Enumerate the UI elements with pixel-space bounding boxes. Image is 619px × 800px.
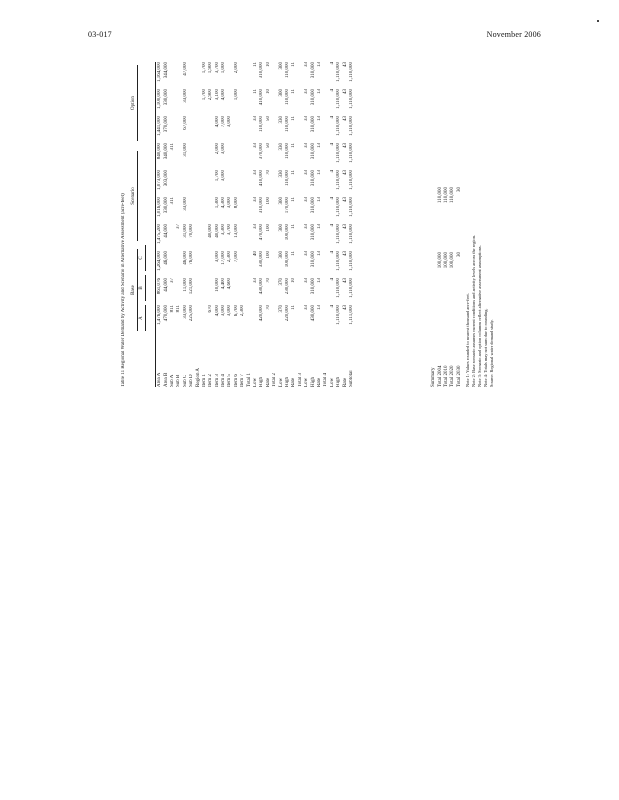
table-cell: 1,110,000 [348, 143, 354, 163]
table-cell: 70 [265, 278, 271, 283]
table-cell: 344,000 [163, 62, 169, 79]
table-cell: 3,000 [221, 305, 227, 317]
table-cell: 70 [265, 170, 271, 175]
rotated-table [119, 58, 499, 391]
row-label: Item 6 [233, 374, 239, 387]
row-label: Rate [316, 377, 322, 387]
table-cell: 1,016,000 [157, 197, 163, 217]
summary-label: Total 2004 [437, 365, 443, 387]
table-cell: 33 [253, 224, 259, 229]
table-cell: 811 [169, 305, 175, 313]
table-cell: 330,000 [259, 251, 265, 268]
table-cell: 11 [291, 170, 297, 175]
group-header-base: Base [131, 249, 138, 331]
table-cell: 1,111,000 [348, 305, 354, 325]
table-cell: 33 [304, 170, 310, 175]
note-line: Note 1: Values rounded to nearest thousand acre-feet. [465, 293, 470, 387]
table-cell: 2,300 [240, 305, 246, 317]
table-cell: 11 [291, 89, 297, 94]
table-cell: 33 [253, 170, 259, 175]
row-label: Low [304, 377, 310, 387]
table-cell: 11 [253, 89, 259, 94]
table-cell: 4 [329, 224, 335, 227]
data-table [157, 62, 355, 387]
summary-table [431, 187, 463, 387]
row-label: High [259, 377, 265, 387]
table-cell: 310,000 [259, 62, 265, 79]
table-cell: 100,000 [285, 251, 290, 268]
row-label: High [310, 377, 316, 387]
table-cell: 1,110,000 [348, 170, 354, 190]
table-cell: 1,110,000 [348, 251, 354, 271]
row-label: Low [329, 377, 335, 387]
table-cell: 10 [265, 89, 271, 94]
row-label: Sub D [189, 374, 195, 387]
table-cell: 33,000 [182, 305, 188, 319]
table-cell: 110,000 [259, 116, 265, 133]
table-cell: 4 [329, 305, 335, 308]
row-label: Sub B [176, 374, 182, 387]
table-cell: 4 [329, 197, 335, 200]
table-cell: 230,000 [285, 278, 290, 295]
table-cell: 11,000 [182, 278, 188, 292]
table-cell: 3,700 [214, 62, 220, 74]
table-cell: 43 [342, 89, 348, 94]
table-cell: 4,000 [214, 116, 220, 128]
page-speck [597, 20, 599, 22]
group-header-option: Option [131, 65, 138, 141]
table-cell: 43 [342, 197, 348, 202]
table-cell: 11 [291, 305, 297, 310]
table-cell: 43 [342, 62, 348, 67]
summary-label: Summary [431, 367, 437, 387]
table-cell: 300 [278, 251, 284, 259]
table-cell: 43 [342, 170, 348, 175]
table-cell: 225,000 [189, 305, 195, 322]
table-cell: 13,000 [233, 224, 239, 238]
table-cell: 4 [329, 170, 335, 173]
table-cell: 300 [278, 62, 284, 70]
table-cell: 43 [342, 224, 348, 229]
header-document-id: 03-017 [88, 30, 112, 39]
table-cell: 2,000 [233, 62, 239, 74]
table-cell: 3,000 [221, 170, 227, 182]
table-cell: 340,000 [163, 143, 169, 160]
table-cell: 121,000 [189, 278, 195, 295]
row-label: Total 1 [246, 373, 252, 387]
table-cell: 310,000 [310, 251, 316, 268]
table-cell: 3,000 [221, 143, 227, 155]
table-cell: 1,110,000 [336, 116, 342, 136]
table-cell: 13 [316, 224, 322, 229]
table-cell: 37 [176, 224, 182, 229]
table-cell: 110,000 [285, 116, 290, 133]
table-cell: 1,700 [201, 89, 207, 101]
table-cell: 70 [265, 305, 271, 310]
table-cell: 310,000 [310, 116, 316, 133]
table-cell: 40,000 [208, 224, 214, 238]
table-cell: 100,000 [285, 224, 290, 241]
table-cell: 1,900 [208, 62, 214, 74]
table-cell: 1,110,000 [336, 251, 342, 271]
summary-label: Total 2020 [450, 365, 456, 387]
table-cell: 310,000 [310, 143, 316, 160]
table-cell: 1,110,000 [348, 116, 354, 136]
group-header-scenario: Scenario [131, 151, 138, 241]
row-label: Total 2 [272, 373, 278, 387]
row-label: Item 4 [221, 374, 227, 387]
row-label: Item 3 [214, 374, 220, 387]
table-cell: 46,000 [163, 251, 169, 265]
table-row [349, 62, 355, 387]
table-cell: 310,000 [310, 62, 316, 79]
table-cell: 330,000 [163, 197, 169, 214]
table-cell: 470,000 [259, 224, 265, 241]
table-cell: 1,110,000 [348, 197, 354, 217]
table-cell: 1,441,000 [157, 116, 163, 136]
row-label: Rate [291, 377, 297, 387]
table-cell: 330 [278, 116, 284, 124]
summary-cell: 110,000 [450, 187, 456, 204]
table-cell: 1,110,000 [336, 89, 342, 109]
header-date: November 2006 [486, 30, 541, 39]
subgroup-header-a: A [139, 305, 146, 331]
table-cell: 33 [253, 197, 259, 202]
table-cell: 47,000 [182, 62, 188, 76]
table-cell: 17,000 [221, 251, 227, 265]
table-cell: 1,000 [221, 62, 227, 74]
table-cell: 13 [316, 197, 322, 202]
table-cell: 33 [304, 305, 310, 310]
table-cell: 2,300 [227, 251, 233, 263]
row-label: High [285, 377, 290, 387]
table-cell: 1,110,000 [336, 197, 342, 217]
table-cell: 220,000 [285, 305, 290, 322]
table-cell: 37 [169, 278, 175, 283]
table-cell: 1,000 [233, 89, 239, 101]
table-cell: 310,000 [310, 278, 316, 295]
table-cell: 43 [342, 278, 348, 283]
table-cell: 76,000 [189, 251, 195, 265]
table-cell: 1,110,000 [336, 170, 342, 190]
table-cell: 310,000 [310, 170, 316, 187]
table-cell: 100 [265, 251, 271, 259]
summary-label: Total 2010 [443, 365, 449, 387]
row-label: Item 2 [208, 374, 214, 387]
table-cell: 1,110,000 [336, 143, 342, 163]
table-cell: 670 [208, 305, 214, 313]
table-cell: 13 [316, 278, 322, 283]
note-line: Source: Regional water demand study. [489, 319, 494, 387]
row-label: Area A [157, 372, 163, 387]
table-cell: 4,600 [227, 278, 233, 290]
table-cell: 13 [316, 170, 322, 175]
table-cell: 430,000 [310, 305, 316, 322]
table-cell: 31,000 [182, 224, 188, 238]
table-cell: 43 [342, 116, 348, 121]
table-cell: 410,000 [259, 170, 265, 187]
row-label: Sub C [182, 374, 188, 387]
table-cell: 4 [329, 116, 335, 119]
row-label: Low [278, 377, 284, 387]
table-title: Table 11 Regional Water Demand by Activity and Scenario in Alternative Assessment (acre-feet) [121, 193, 126, 387]
table-cell: 13 [316, 251, 322, 256]
subgroup-header-b: B [139, 275, 146, 301]
summary-cell: 110,000 [443, 187, 449, 204]
table-cell: 11 [291, 62, 297, 67]
table-cell: 1,264,000 [157, 251, 163, 271]
table-cell: 1,110,000 [348, 89, 354, 109]
table-cell: 33,000 [182, 197, 188, 211]
table-cell: 33 [304, 197, 310, 202]
row-label: Region A [195, 367, 201, 387]
table-cell: 11 [253, 62, 259, 67]
row-label: Total 3 [297, 373, 303, 387]
table-cell: 2,900 [208, 89, 214, 101]
summary-cell: 30 [456, 187, 462, 192]
row-label: Subtotal [348, 370, 354, 387]
table-cell: 370,000 [163, 116, 169, 133]
table-cell: 300 [278, 197, 284, 205]
table-cell: 300 [278, 224, 284, 232]
table-cell: 40,000 [214, 224, 220, 238]
table-cell: 33 [253, 143, 259, 148]
row-label: Rate [342, 377, 348, 387]
table-cell: 4 [329, 143, 335, 146]
row-label: Low [253, 377, 259, 387]
table-cell: 300 [278, 89, 284, 97]
table-cell: 1,164,000 [157, 62, 163, 82]
table-cell: 110,000 [285, 89, 290, 106]
table-cell: 3,000 [227, 305, 233, 317]
table-cell: 44,000 [163, 278, 169, 292]
table-cell: 861,076 [157, 278, 163, 295]
table-cell: 3,000 [227, 197, 233, 209]
table-cell: 33 [253, 116, 259, 121]
table-cell: 3,000 [227, 116, 233, 128]
table-cell: 3,000 [214, 251, 220, 263]
summary-cell: 100,000 [450, 252, 456, 269]
table-cell: 1,300 [214, 197, 220, 209]
table-cell: 330 [278, 170, 284, 178]
table-cell: 1,073,000 [157, 170, 163, 190]
table-notes [465, 62, 495, 387]
table-cell: 3,300 [221, 224, 227, 236]
table-cell: 311 [169, 143, 175, 151]
table-cell: 110,000 [285, 62, 290, 79]
table-cell: 1,110,000 [348, 62, 354, 82]
table-cell: 8,000 [233, 197, 239, 209]
table-cell: 10 [265, 62, 271, 67]
row-label: Rate [265, 377, 271, 387]
table-cell: 33 [304, 143, 310, 148]
table-cell: 11 [291, 224, 297, 229]
row-label: High [336, 377, 342, 387]
table-cell: 470,000 [163, 305, 169, 322]
table-cell: 3,100 [214, 89, 220, 101]
table-cell: 46,000 [182, 251, 188, 265]
table-cell: 311 [169, 197, 175, 205]
table-cell: 2,000 [214, 143, 220, 155]
table-cell: 4,300 [221, 197, 227, 209]
table-cell: 110,000 [285, 143, 290, 160]
table-cell: 1,700 [201, 62, 207, 74]
table-cell: 370,000 [259, 143, 265, 160]
subgroup-header-c: C [139, 245, 146, 271]
table-cell: 1,475,200 [157, 224, 163, 244]
note-line: Note 4: Totals may not sum due to rounding. [483, 308, 488, 387]
table-cell: 13 [316, 62, 322, 67]
table-cell: 4 [329, 89, 335, 92]
rotated-table-region [119, 58, 499, 391]
table-cell: 10 [291, 278, 297, 283]
table-cell: 1,110,000 [336, 278, 342, 298]
table-cell: 33 [253, 278, 259, 283]
row-label: Item 5 [227, 374, 233, 387]
table-cell: 1,700 [214, 170, 220, 182]
table-cell: 11 [291, 251, 297, 256]
table-cell: 3,700 [227, 224, 233, 236]
table-cell: 33 [304, 251, 310, 256]
row-label: Sub A [169, 374, 175, 387]
table-cell: 410,000 [259, 89, 265, 106]
table-cell: 4 [329, 62, 335, 65]
table-cell: 170,000 [285, 197, 290, 214]
table-cell: 110,000 [285, 170, 290, 187]
table-cell: 67,000 [182, 116, 188, 130]
table-cell: 43 [342, 305, 348, 310]
table-cell: 100 [265, 224, 271, 232]
table-cell: 4,000 [214, 305, 220, 317]
table-cell: 1,110,000 [348, 278, 354, 298]
table-cell: 310,000 [310, 224, 316, 241]
summary-cell: 30 [456, 252, 462, 257]
row-label: Item 7 [240, 374, 246, 387]
row-label: Area B [163, 372, 169, 387]
table-cell: 7,000 [233, 251, 239, 263]
table-cell: 11 [291, 143, 297, 148]
table-cell: 13 [316, 89, 322, 94]
table-cell: 70,000 [189, 224, 195, 238]
table-cell: 11 [291, 116, 297, 121]
table-cell: 33,000 [182, 89, 188, 103]
table-cell: 1,110,000 [336, 62, 342, 82]
table-cell: 33 [304, 278, 310, 283]
table-cell: 370 [278, 278, 284, 286]
table-cell: 4 [329, 251, 335, 254]
table-cell: 50 [265, 116, 271, 121]
table-cell: 40 [253, 251, 259, 256]
table-cell: 310,000 [310, 197, 316, 214]
table-cell: 33 [304, 62, 310, 67]
summary-row [457, 187, 463, 387]
table-cell: 430,000 [259, 278, 265, 295]
table-cell: 11 [291, 197, 297, 202]
table-cell: 33 [304, 224, 310, 229]
table-cell: 13 [316, 305, 322, 310]
table-cell: 4 [329, 278, 335, 281]
table-cell: 100 [265, 197, 271, 205]
table-cell: 10,000 [214, 278, 220, 292]
row-label: Item 1 [201, 374, 207, 387]
note-line: Note 3: Scenario and option columns reflect alternative assessment assumptions. [477, 245, 482, 387]
table-cell: 330 [278, 143, 284, 151]
summary-cell: 100,000 [443, 252, 449, 269]
table-cell: 43 [342, 143, 348, 148]
header-rule [155, 62, 156, 387]
table-cell: 310,000 [259, 197, 265, 214]
table-cell: 43 [342, 251, 348, 256]
summary-cell: 110,000 [437, 187, 443, 204]
note-line: Note 2: Base scenario assumes current conditions and activity levels across the region. [471, 234, 476, 387]
table-cell: 6,700 [233, 305, 239, 317]
table-cell: 1,110,000 [336, 224, 342, 244]
table-cell: 33 [304, 89, 310, 94]
table-cell: 33 [304, 116, 310, 121]
summary-cell: 100,000 [437, 252, 443, 269]
table-cell: 840,000 [157, 143, 163, 160]
table-cell: 1,100,000 [157, 89, 163, 109]
table-cell: 13 [316, 116, 322, 121]
table-cell: 303,000 [163, 170, 169, 187]
table-cell: 4,000 [221, 89, 227, 101]
row-label: Total 4 [323, 373, 329, 387]
table-cell: 811 [176, 305, 182, 313]
table-cell: 1,476,000 [157, 305, 163, 325]
table-cell: 44,000 [163, 224, 169, 238]
table-cell: 1,110,000 [336, 305, 342, 325]
table-cell: 330,000 [163, 89, 169, 106]
table-cell: 31,000 [182, 143, 188, 157]
table-cell: 50 [265, 143, 271, 148]
table-cell: 420,000 [259, 305, 265, 322]
table-cell: 7,000 [221, 116, 227, 128]
table-cell: 13 [316, 143, 322, 148]
table-cell: 310,000 [310, 89, 316, 106]
table-cell: 370 [278, 305, 284, 313]
summary-block [431, 187, 463, 387]
table-cell: 1,110,000 [348, 224, 354, 244]
table-cell: 4,400 [221, 278, 227, 290]
summary-label: Total 2030 [456, 365, 462, 387]
